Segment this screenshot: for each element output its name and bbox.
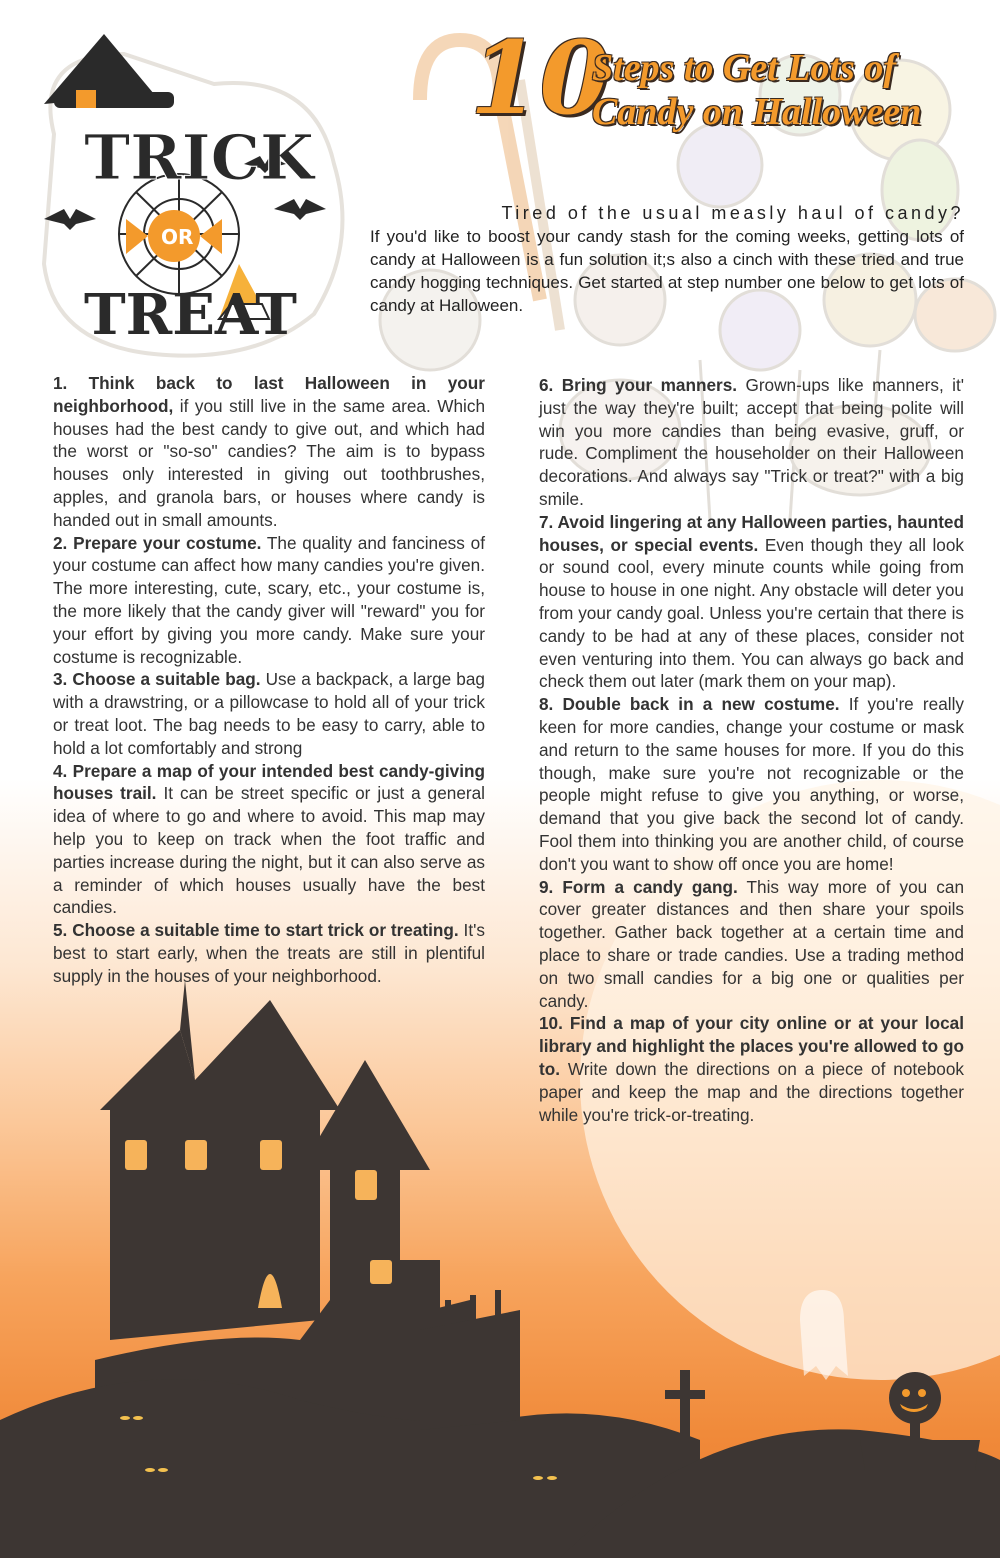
logo-word-treat: TREAT	[84, 282, 297, 348]
step-7-heading: 7. Avoid lingering at any Halloween parties, haunted houses, or special events.	[539, 511, 964, 555]
step-8-text: If you're really keen for more candies, change your costume or mask and return to the same houses for more. If you do this though, make sure you're not recognizable or the people might refuse to give you anything, or worse, demand that you give back the second lot of candy. Fool them into thinking you are another child, of course don't you want to show off once you are home!	[539, 694, 964, 874]
step-2-heading: 2. Prepare your costume.	[53, 532, 262, 553]
step-2-text: The quality and fanciness of your costume can affect how many candies you're given. The more interesting, cute, scary, etc., your costume is, the more likely that the candy giver will "reward" you for your effort by giving you more candy. Make sure your costume is recognizable.	[53, 532, 485, 667]
step-7-text: Even though they all look or sound cool, every minute counts while going from house to house in one night. Any obstacle will deter you from your candy goal. Unless you're certain that there is candy to be had at any of these places, consider not even venturing into them. You can always go back and check them out later (mark them on your map).	[539, 534, 964, 692]
ghost	[800, 1290, 848, 1380]
intro-body: If you'd like to boost your candy stash for the coming weeks, getting lots of candy at Halloween is a fun solution it;s also a cinch with these tried and true candy hogging techniques. Get started at step number one below to get lots of candy at Halloween.	[370, 227, 964, 315]
step-7	[539, 511, 964, 693]
step-1-heading: 1. Think back to last Halloween in your neighborhood,	[53, 373, 485, 416]
step-4-text: It can be street specific or just a general idea of where to go and where to avoid. This map may help you to keep on track when the foot traffic and parties increase during the night, but it can also serve as a reminder of which houses usually have the best candies.	[53, 783, 486, 918]
step-3	[53, 668, 485, 759]
step-8	[539, 693, 964, 875]
step-9	[539, 876, 964, 1013]
step-5-heading: 5. Choose a suitable time to start trick or treating.	[53, 920, 459, 941]
step-9-heading: 9. Form a candy gang.	[539, 876, 738, 897]
step-1-text: if you still live in the same area. Which houses had the best candy to give out, and which had the worst or "so-so" candies? The aim is to bypass houses only interested in giving out toothbrushes, apples, and granola bars, or houses where candy is handed out in small amounts.	[53, 395, 485, 530]
step-10-heading: 10. Find a map of your city online or at your local library and highlight the places you're allowed to go to.	[539, 1013, 964, 1079]
logo-word-or: OR	[161, 225, 194, 249]
intro-first-line: Tired of the usual measly haul of candy?	[501, 203, 964, 223]
step-5	[53, 919, 485, 987]
step-1	[53, 372, 485, 532]
title-line-2: Candy on Halloween	[592, 91, 922, 133]
step-6-text: Grown-ups like manners, it' just the way they're built; accept that being polite will win you more candies than being evasive, gruff, or rude. Compliment the householder on their Halloween decorations. And always say "Trick or treat?" with a big smile.	[539, 375, 965, 509]
title-number: 10	[470, 19, 610, 137]
title-line-1: Steps to Get Lots of	[592, 47, 896, 89]
page-title	[470, 19, 990, 150]
steps-left-column	[53, 372, 485, 988]
step-5-text: It's best to start early, when the treats are still in plentiful supply in the houses of your neighborhood.	[53, 920, 485, 986]
steps-right-column	[539, 374, 964, 1126]
title-text	[592, 46, 982, 134]
logo-word-trick: TRICK	[84, 121, 314, 194]
step-9-text: This way more of you can cover greater distances and then share your spoils together. Gather back together at a certain time and place to share or trade candies. Use a trading method on two small candies for a big one or qualities per candy.	[539, 876, 964, 1011]
step-10-text: Write down the directions on a piece of notebook paper and keep the map and the directions together while you're trick-or-treating.	[539, 1058, 964, 1125]
intro-paragraph	[370, 202, 964, 317]
step-2	[53, 532, 485, 669]
step-4-heading: 4. Prepare a map of your intended best candy-giving houses trail.	[53, 760, 485, 804]
trick-or-treat-logo	[14, 14, 358, 364]
step-8-heading: 8. Double back in a new costume.	[539, 694, 840, 715]
step-3-heading: 3. Choose a suitable bag.	[53, 669, 261, 690]
step-6	[539, 374, 964, 511]
step-4	[53, 760, 485, 920]
step-10	[539, 1012, 964, 1126]
step-6-heading: 6. Bring your manners.	[539, 375, 738, 395]
step-3-text: Use a backpack, a large bag with a drawstring, or a pillowcase to hold all of your trick or treat loot. The bag needs to be easy to carry, able to hold a lot comfortably and strong	[53, 669, 485, 758]
